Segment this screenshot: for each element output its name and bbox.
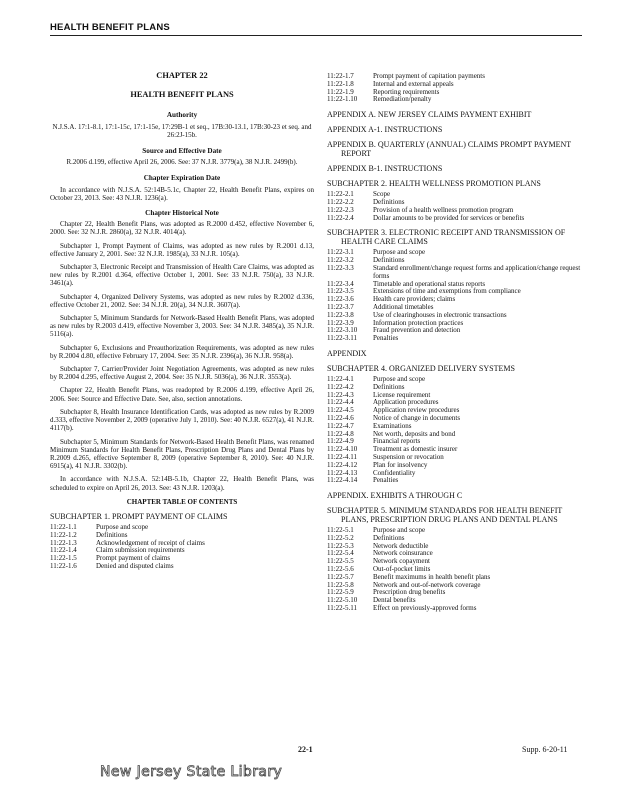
subchapter-2-heading: SUBCHAPTER 2. HEALTH WELLNESS PROMOTION PLANS bbox=[327, 179, 541, 189]
toc-entry bbox=[327, 335, 585, 343]
section-number: 11:22-1.10 bbox=[327, 95, 358, 104]
expiration-text: In accordance with N.J.S.A. 52:14B-5.1c, Chapter 22, Health Benefit Plans, expires on October 23, 2013. See: 43 N.J.R. 1236(a). bbox=[50, 185, 314, 202]
section-title: License requirement bbox=[373, 390, 431, 399]
section-title: Prescription drug benefits bbox=[373, 588, 446, 597]
section-title: Examinations bbox=[373, 421, 412, 430]
toc-entry bbox=[327, 605, 585, 613]
toc-entry bbox=[327, 550, 585, 558]
toc-entry bbox=[327, 296, 585, 304]
section-number: 11:22-4.12 bbox=[327, 460, 358, 469]
authority-heading: Authority bbox=[166, 111, 198, 120]
section-number: 11:22-5.11 bbox=[327, 604, 358, 613]
section-title: Remediation/penalty bbox=[373, 95, 432, 104]
section-title: Purpose and scope bbox=[373, 248, 426, 257]
toc-entry bbox=[327, 327, 585, 335]
section-title: Network copayment bbox=[373, 557, 430, 566]
history-note: Subchapter 4, Organized Delivery Systems, was adopted as new rules by R.2002 d.336, effective October 21, 2002. See: 34 N.J.R. 20(a), 34 N.J.R. 3607(a). bbox=[50, 292, 314, 309]
section-title: Scope bbox=[373, 190, 391, 199]
section-number: 11:22-1.9 bbox=[327, 87, 354, 96]
section-title: Application review procedures bbox=[373, 406, 460, 415]
toc-entry bbox=[327, 589, 585, 597]
running-header: HEALTH BENEFIT PLANS bbox=[50, 22, 582, 36]
toc-title: CHAPTER TABLE OF CONTENTS bbox=[126, 497, 238, 506]
supplement-date: Supp. 6-20-11 bbox=[522, 745, 568, 754]
page-number: 22-1 bbox=[298, 745, 313, 754]
section-number: 11:22-4.1 bbox=[327, 374, 354, 383]
section-title: Definitions bbox=[373, 256, 405, 265]
section-title: Benefit maximums in health benefit plans bbox=[373, 572, 491, 581]
toc-entry bbox=[50, 524, 314, 532]
section-number: 11:22-1.1 bbox=[50, 522, 77, 531]
section-number: 11:22-3.6 bbox=[327, 295, 354, 304]
toc-entry bbox=[327, 543, 585, 551]
history-note: Chapter 22, Health Benefit Plans, was readopted by R.2006 d.199, effective April 26, 2006. See: Source and Effective Date. See, also, section annotations. bbox=[50, 386, 314, 403]
right-column bbox=[327, 73, 585, 613]
section-number: 11:22-1.7 bbox=[327, 72, 354, 80]
history-note: Subchapter 6, Exclusions and Preauthorization Requirements, was adopted as new rules by R.2004 d.80, effective February 17, 2004. See: 35 N.J.R. 2396(a), 36 N.J.R. 958(a). bbox=[50, 343, 314, 360]
toc-entry bbox=[327, 423, 585, 431]
history-note: Subchapter 3, Electronic Receipt and Transmission of Health Care Claims, was adopted as new rules by R.2001 d.364, effective October 1, 2001. See: 33 N.J.R. 750(a), 33 N.J.R. 3461(a). bbox=[50, 263, 314, 288]
section-number: 11:22-1.2 bbox=[50, 530, 77, 539]
section-title: Definitions bbox=[373, 197, 405, 206]
section-number: 11:22-2.2 bbox=[327, 197, 354, 206]
toc-entry bbox=[327, 376, 585, 384]
subchapter-3-heading: SUBCHAPTER 3. ELECTRONIC RECEIPT AND TRANSMISSION OF HEALTH CARE CLAIMS bbox=[327, 228, 566, 247]
source-text: R.2006 d.199, effective April 26, 2006. See: 37 N.J.R. 3779(a), 38 N.J.R. 2499(b). bbox=[66, 158, 298, 167]
chapter-number: CHAPTER 22 bbox=[156, 71, 208, 80]
section-number: 11:22-5.10 bbox=[327, 596, 358, 605]
section-title: Acknowledgement of receipt of claims bbox=[96, 538, 205, 547]
section-title: Out-of-pocket limits bbox=[373, 565, 431, 574]
section-title: Denied and disputed claims bbox=[96, 561, 174, 570]
section-title: Purpose and scope bbox=[373, 526, 426, 535]
appendix-b1: APPENDIX B-1. INSTRUCTIONS bbox=[327, 164, 443, 174]
toc-entry bbox=[327, 446, 585, 454]
section-number: 11:22-4.11 bbox=[327, 452, 358, 461]
toc-entry bbox=[327, 73, 585, 81]
section-title: Timetable and operational status reports bbox=[373, 279, 486, 288]
section-number: 11:22-4.10 bbox=[327, 445, 358, 454]
toc-entry bbox=[327, 431, 585, 439]
section-title: Net worth, deposits and bond bbox=[373, 429, 456, 438]
section-number: 11:22-4.9 bbox=[327, 437, 354, 446]
section-title: Penalties bbox=[373, 476, 399, 485]
section-number: 11:22-3.7 bbox=[327, 302, 354, 311]
history-note: Subchapter 5, Minimum Standards for Network-Based Health Benefit Plans, was renamed Minimum Standards for Health Benefit Plans, Prescription Drug Plans and Dental Plans by R.2009 d.265, effective September 8, 2009 (operative September 8, 2010). See: 40 N.J.R. 6915(a), 41 N.J.R. 3302(b). bbox=[50, 437, 314, 471]
history-note: Subchapter 5, Minimum Standards for Network-Based Health Benefit Plans, was adopted as new rules by R.2003 d.419, effective November 3, 2003. See: 34 N.J.R. 3485(a), 35 N.J.R. 5116(a). bbox=[50, 314, 314, 339]
toc-entry bbox=[327, 265, 585, 281]
section-number: 11:22-1.3 bbox=[50, 538, 77, 547]
source-heading: Source and Effective Date bbox=[142, 147, 222, 156]
history-note: Subchapter 1, Prompt Payment of Claims, was adopted as new rules by R.2001 d.13, effective January 2, 2001. See: 32 N.J.R. 1985(a), 33 N.J.R. 105(a). bbox=[50, 241, 314, 258]
section-title: Application procedures bbox=[373, 398, 439, 407]
history-note: Chapter 22, Health Benefit Plans, was adopted as R.2000 d.452, effective November 6, 2000. See: 32 N.J.R. 2860(a), 32 N.J.R. 4014(a). bbox=[50, 220, 314, 237]
history-heading: Chapter Historical Note bbox=[145, 209, 219, 218]
section-title: Network coinsurance bbox=[373, 549, 433, 558]
toc-list bbox=[327, 73, 585, 104]
section-number: 11:22-5.1 bbox=[327, 526, 354, 535]
section-number: 11:22-4.5 bbox=[327, 406, 354, 415]
section-title: Dental benefits bbox=[373, 596, 416, 605]
section-number: 11:22-3.4 bbox=[327, 279, 354, 288]
authority-text: N.J.S.A. 17:1-8.1, 17:1-15c, 17:1-15e, 17:29B-1 et seq., 17B:30-13.1, 17B:30-23 et seq. and 26:2J-15b. bbox=[52, 122, 312, 139]
section-title: Dollar amounts to be provided for services or benefits bbox=[373, 213, 525, 222]
section-number: 11:22-5.7 bbox=[327, 572, 354, 581]
section-title: Use of clearinghouses in electronic transactions bbox=[373, 310, 507, 319]
section-number: 11:22-1.6 bbox=[50, 561, 77, 570]
section-number: 11:22-4.7 bbox=[327, 421, 354, 430]
section-title: Claim submission requirements bbox=[96, 546, 185, 555]
section-number: 11:22-3.5 bbox=[327, 287, 354, 296]
section-number: 11:22-4.3 bbox=[327, 390, 354, 399]
toc-list bbox=[327, 376, 585, 485]
appendix: APPENDIX bbox=[327, 348, 367, 358]
toc-entry bbox=[327, 527, 585, 535]
library-stamp: New Jersey State Library bbox=[100, 764, 283, 780]
expiration-heading: Chapter Expiration Date bbox=[143, 174, 221, 183]
section-number: 11:22-1.4 bbox=[50, 546, 77, 555]
history-note: In accordance with N.J.S.A. 52:14B-5.1b, Chapter 22, Health Benefit Plans, was scheduled to expire on April 26, 2013. See: 43 N.J.R. 1203(a). bbox=[50, 475, 314, 492]
history-note: Subchapter 8, Health Insurance Identification Cards, was adopted as new rules by R.2009 d.333, effective November 2, 2009 (operative July 1, 2010). See: 40 N.J.R. 6527(a), 41 N.J.R. 4117(b). bbox=[50, 407, 314, 433]
subchapter-4-heading: SUBCHAPTER 4. ORGANIZED DELIVERY SYSTEMS bbox=[327, 363, 515, 373]
toc-entry bbox=[327, 454, 585, 462]
section-title: Extensions of time and exemptions from compliance bbox=[373, 287, 521, 296]
toc-entry bbox=[327, 477, 585, 485]
toc-entry bbox=[327, 288, 585, 296]
section-number: 11:22-3.2 bbox=[327, 256, 354, 265]
toc-entry bbox=[327, 392, 585, 400]
toc-entry bbox=[327, 582, 585, 590]
section-number: 11:22-4.6 bbox=[327, 413, 354, 422]
section-title: Standard enrollment/change request forms and application/change request forms bbox=[373, 263, 581, 280]
section-title: Purpose and scope bbox=[96, 522, 149, 531]
section-title: Purpose and scope bbox=[373, 374, 426, 383]
section-title: Definitions bbox=[373, 382, 405, 391]
section-number: 11:22-5.9 bbox=[327, 588, 354, 597]
section-title: Fraud prevention and detection bbox=[373, 326, 461, 335]
section-number: 11:22-4.14 bbox=[327, 476, 358, 485]
section-number: 11:22-5.5 bbox=[327, 557, 354, 566]
toc-entry bbox=[50, 555, 314, 563]
section-number: 11:22-2.4 bbox=[327, 213, 354, 222]
toc-entry bbox=[327, 558, 585, 566]
section-title: Information protection practices bbox=[373, 318, 464, 327]
section-title: Network deductible bbox=[373, 541, 429, 550]
history-notes bbox=[50, 220, 314, 491]
section-title: Internal and external appeals bbox=[373, 79, 454, 88]
appendix-a: APPENDIX A. NEW JERSEY CLAIMS PAYMENT EXHIBIT bbox=[327, 110, 532, 120]
section-title: Provision of a health wellness promotion program bbox=[373, 205, 514, 214]
toc-entry bbox=[327, 81, 585, 89]
section-number: 11:22-5.8 bbox=[327, 580, 354, 589]
section-number: 11:22-3.3 bbox=[327, 263, 354, 272]
toc-entry bbox=[327, 215, 585, 223]
section-number: 11:22-5.2 bbox=[327, 533, 354, 542]
history-note: Subchapter 7, Carrier/Provider Joint Negotiation Agreements, was adopted as new rules by R.2004 d.295, effective August 2, 2004. See: 35 N.J.R. 5036(a), 36 N.J.R. 3553(a). bbox=[50, 365, 314, 382]
section-number: 11:22-2.1 bbox=[327, 190, 354, 199]
section-number: 11:22-3.10 bbox=[327, 326, 358, 335]
appendix-b: APPENDIX B. QUARTERLY (ANNUAL) CLAIMS PROMPT PAYMENT REPORT bbox=[327, 140, 572, 159]
section-title: Health care providers; claims bbox=[373, 295, 456, 304]
section-number: 11:22-3.11 bbox=[327, 334, 358, 343]
toc-list bbox=[327, 249, 585, 343]
toc-list bbox=[327, 191, 585, 222]
section-title: Financial reports bbox=[373, 437, 421, 446]
toc-entry bbox=[327, 470, 585, 478]
section-number: 11:22-3.9 bbox=[327, 318, 354, 327]
section-title: Additional timetables bbox=[373, 302, 434, 311]
section-number: 11:22-3.1 bbox=[327, 248, 354, 257]
subchapter-5-heading: SUBCHAPTER 5. MINIMUM STANDARDS FOR HEALTH BENEFIT PLANS, PRESCRIPTION DRUG PLANS AND DENTAL PLANS bbox=[327, 506, 563, 525]
toc-entry bbox=[327, 96, 585, 104]
toc-list bbox=[327, 527, 585, 613]
section-title: Confidentiality bbox=[373, 468, 416, 477]
section-title: Effect on previously-approved forms bbox=[373, 604, 477, 613]
section-number: 11:22-4.2 bbox=[327, 382, 354, 391]
appendix-a1: APPENDIX A-1. INSTRUCTIONS bbox=[327, 125, 443, 135]
toc-entry bbox=[327, 384, 585, 392]
section-number: 11:22-4.8 bbox=[327, 429, 354, 438]
appendix-exhibits: APPENDIX. EXHIBITS A THROUGH C bbox=[327, 491, 463, 501]
section-number: 11:22-4.4 bbox=[327, 398, 354, 407]
section-title: Definitions bbox=[96, 530, 128, 539]
section-number: 11:22-5.6 bbox=[327, 565, 354, 574]
section-title: Notice of change in documents bbox=[373, 413, 461, 422]
section-number: 11:22-3.8 bbox=[327, 310, 354, 319]
section-title: Definitions bbox=[373, 533, 405, 542]
section-title: Plan for insolvency bbox=[373, 460, 428, 469]
section-title: Penalties bbox=[373, 334, 399, 343]
toc-entry bbox=[327, 89, 585, 97]
section-number: 11:22-5.3 bbox=[327, 541, 354, 550]
chapter-title: HEALTH BENEFIT PLANS bbox=[130, 90, 234, 100]
subchapter-1-heading: SUBCHAPTER 1. PROMPT PAYMENT OF CLAIMS bbox=[50, 511, 228, 521]
section-number: 11:22-1.5 bbox=[50, 554, 77, 563]
section-title: Treatment as domestic insurer bbox=[373, 445, 458, 454]
section-title: Prompt payment of claims bbox=[96, 554, 171, 563]
section-number: 11:22-5.4 bbox=[327, 549, 354, 558]
toc-entry bbox=[50, 547, 314, 555]
section-title: Suspension or revocation bbox=[373, 452, 444, 461]
section-title: Reporting requirements bbox=[373, 87, 440, 96]
section-title: Prompt payment of capitation payments bbox=[373, 72, 485, 80]
section-number: 11:22-1.8 bbox=[327, 79, 354, 88]
toc-entry bbox=[327, 191, 585, 199]
toc-entry bbox=[327, 462, 585, 470]
toc-entry bbox=[50, 563, 314, 571]
section-title: Network and out-of-network coverage bbox=[373, 580, 481, 589]
toc-list bbox=[50, 524, 314, 571]
toc-entry bbox=[327, 535, 585, 543]
toc-entry bbox=[327, 249, 585, 257]
section-number: 11:22-4.13 bbox=[327, 468, 358, 477]
left-column bbox=[50, 72, 314, 571]
toc-entry bbox=[327, 415, 585, 423]
section-number: 11:22-2.3 bbox=[327, 205, 354, 214]
